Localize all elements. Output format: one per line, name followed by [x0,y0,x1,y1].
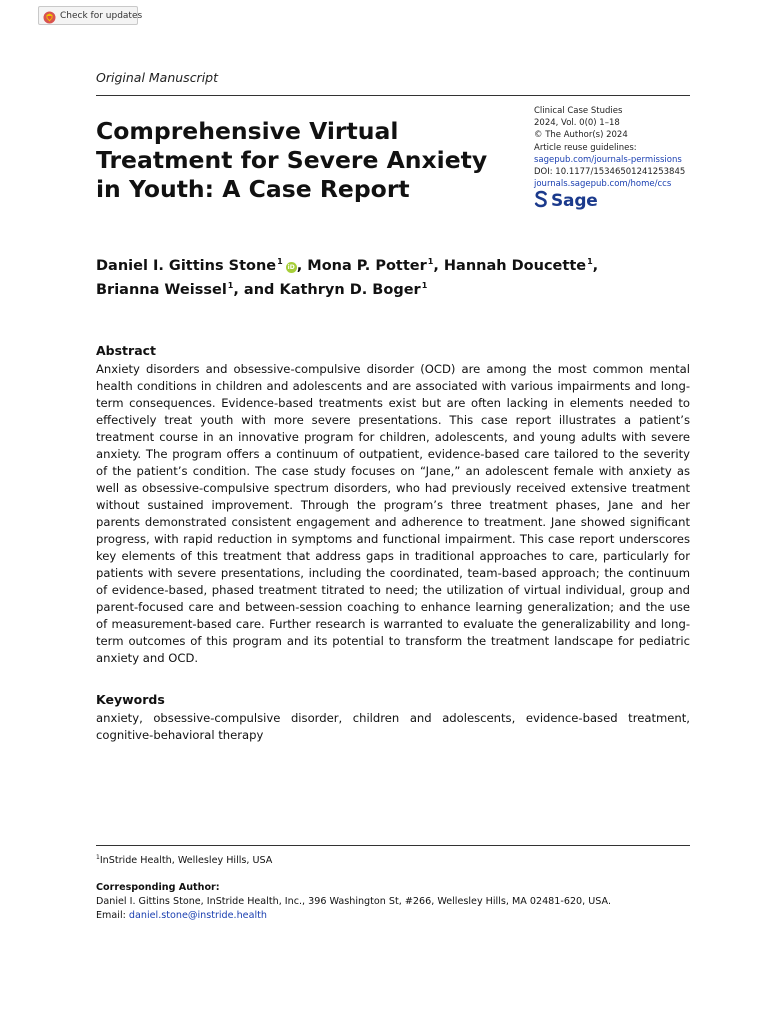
email-label: Email: [96,910,129,921]
author-separator: , [433,258,444,274]
check-for-updates-button[interactable] [38,6,143,25]
keywords-heading: Keywords [96,692,165,707]
affiliation-text: InStride Health, Wellesley Hills, USA [99,855,273,866]
author-separator: , [592,258,599,274]
author-name: Mona P. Potter [307,258,427,274]
sage-logo [534,190,598,212]
affiliation-mark: 1 [227,281,234,290]
crossmark-icon [43,9,56,22]
sage-s-icon [534,190,548,212]
author-name: Hannah Doucette [443,258,587,274]
author-separator: , and [233,282,280,298]
author-list [96,252,696,300]
author-name: Daniel I. Gittins Stone [96,258,277,274]
abstract-heading: Abstract [96,343,157,358]
corresponding-author-email [96,910,267,921]
orcid-icon[interactable]: iD [287,264,295,271]
journal-volume: 2024, Vol. 0(0) 1–18 [534,118,620,129]
email-link[interactable]: daniel.stone@instride.health [128,910,267,921]
paper-title: Comprehensive Virtual Treatment for Severe Anxiety in Youth: A Case Report [96,117,488,203]
sage-wordmark: Sage [551,191,598,211]
affiliation-mark: 1 [277,257,283,266]
check-for-updates-label: Check for updates [60,10,143,21]
keywords-text: anxiety, obsessive-compulsive disorder, children and adolescents, evidence-based treatment, cognitive-behavioral therapy [96,711,690,742]
corresponding-author-heading: Corresponding Author: [96,882,220,893]
manuscript-type: Original Manuscript [96,70,219,85]
journal-name: Clinical Case Studies [534,106,623,116]
affiliation-mark: 1 [421,281,428,290]
affiliation-mark: 1 [587,257,593,266]
affiliation-mark: 1 [96,854,100,861]
author-separator: , [296,258,308,274]
reuse-label: Article reuse guidelines: [534,142,637,153]
footer-divider [96,845,690,846]
corresponding-author-address: Daniel I. Gittins Stone, InStride Health, Inc., 396 Washington St, #266, Wellesley Hills, MA 02481-620, USA. [96,896,611,907]
abstract-text: Anxiety disorders and obsessive-compulsive disorder (OCD) are among the most common mental health conditions in children and adolescents and are associated with various impairments and long-term consequences. Evidence-based treatments exist but are often lacking in elements needed to effectively treat youth with more severe presentations. This case report illustrates a patient’s treatment course in an innovative program for children, adolescents, and young adults with severe anxiety. The program offers a continuum of outpatient, evidence-based care tailored to the severity of the patient’s condition. The case study focuses on “Jane,” an adolescent female with anxiety as well as obsessive-compulsive spectrum disorders, who had previously received extensive treatment without sustained improvement. Through the program’s three treatment phases, Jane and her parents demonstrated consistent engagement and adherence to treatment. Jane showed significant progress, with rapid reduction in symptoms and functional impairment. This case report underscores key elements of this treatment that address gaps in traditional approaches to care, particularly for patients with severe presentations, including the coordinated, team-based approach; the continuum of evidence-based, phased treatment titrated to need; the utilization of virtual individual, group and parent-focused care and between-session coaching to enhance learning generalization; and the use of measurement-based care. Further research is warranted to evaluate the generalizability and long-term outcomes of this program and its potential to transform the treatment landscape for pediatric anxiety and OCD. [96,362,690,665]
header-divider [96,95,690,96]
doi: DOI: 10.1177/15346501241253845 [534,167,686,178]
affiliation [96,854,272,866]
journal-home-link[interactable]: journals.sagepub.com/home/ccs [534,179,672,190]
copyright-line: © The Author(s) 2024 [534,130,628,141]
journal-meta [534,105,694,190]
author-name: Kathryn D. Boger [279,282,421,298]
affiliation-mark: 1 [427,257,434,266]
reuse-link[interactable]: sagepub.com/journals-permissions [534,154,682,165]
author-name: Brianna Weissel [96,282,227,298]
